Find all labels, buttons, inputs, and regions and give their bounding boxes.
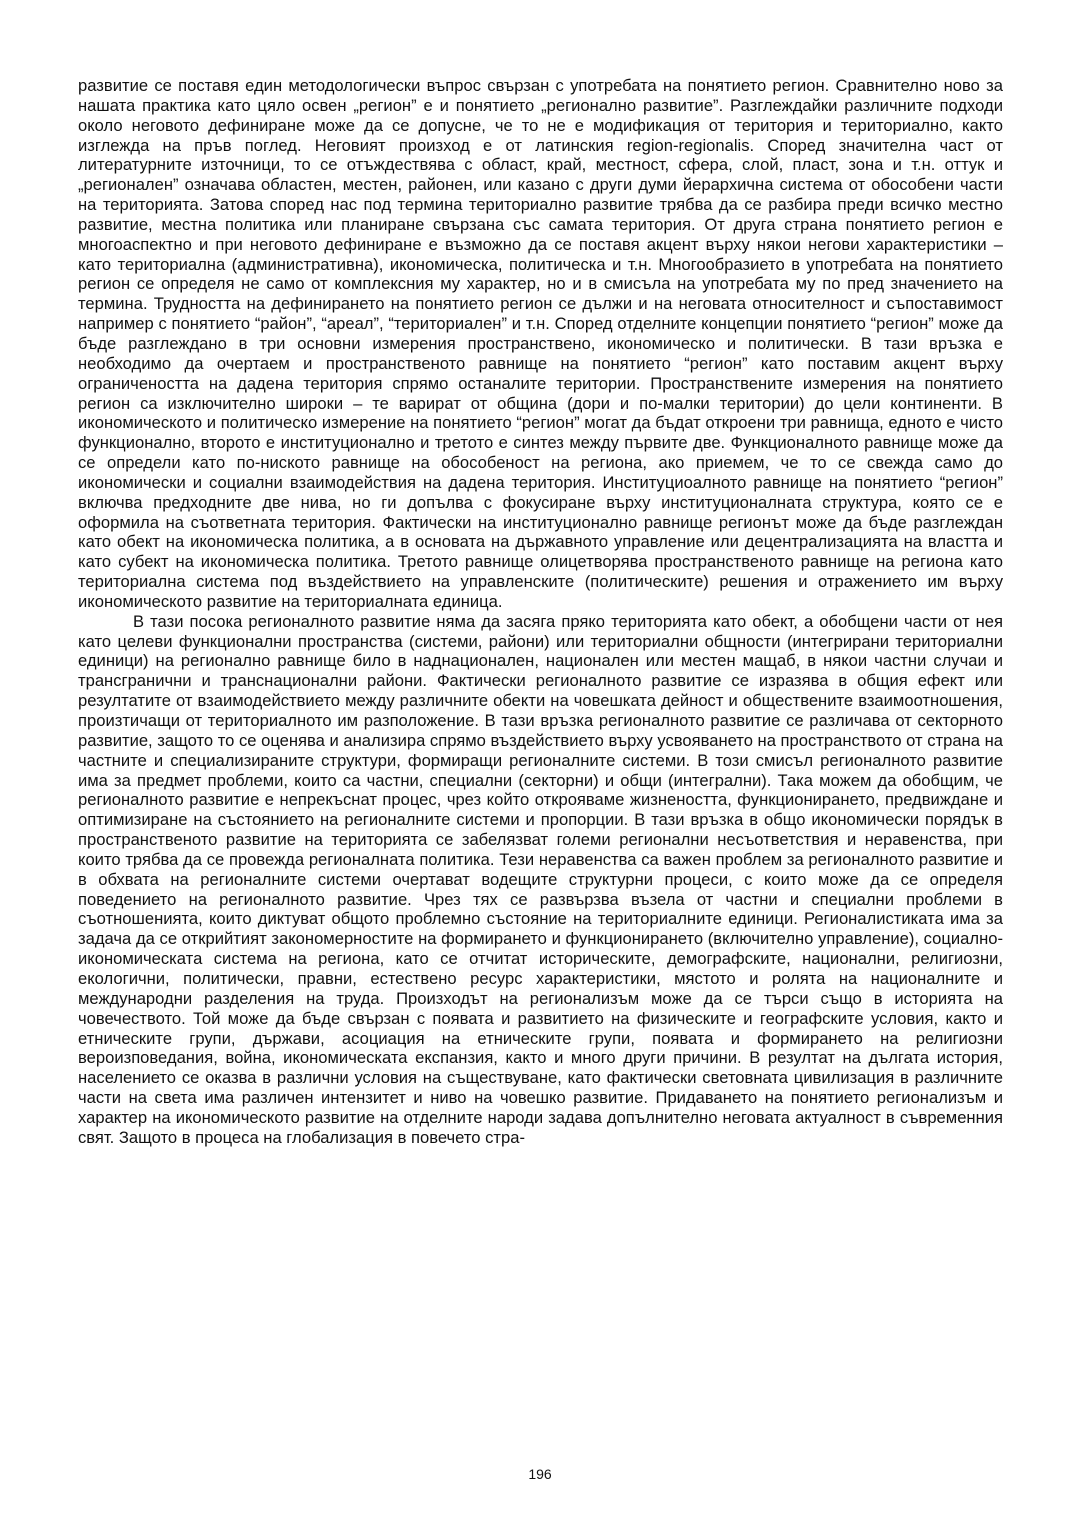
paragraph-regional-development: В тази посока регионалното развитие няма да засяга пряко територията като обект, а обобщени части от нея като целеви функционални пространства (системи, райони) или териториални общности (интегрирани териториални единици) на регионално равнище било в наднационален, национален или местен мащаб, в някои частни случаи и трансгранични и транснационални райони. Фактически регионалното развитие се изразява в общия ефект или резултатите от взаимодействието между различните обекти на човешката дейност и обществените взаимоотношения, произтичащи от териториалното им разположение. В тази връзка регионалното развитие се различава от секторното развитие, защото то се оценява и анализира спрямо въздействието върху усвояването на пространството от страна на частните и специализираните структури, формиращи регионалните системи. В този смисъл регионалното развитие има за предмет проблеми, които са частни, специални (секторни) и общи (интегрални). Така можем да обобщим, че регионалното развитие е непрекъснат процес, чрез който открояваме жизнеността, функционирането, предвиждане и оптимизиране на състоянието на регионалните системи и пропорции. В тази връзка в общо икономически порядък в пространственото развитие на територията се забелязват големи регионални несъответствия и неравенства, при които трябва да се провежда регионалната политика. Тези неравенства са важен проблем за регионалното развитие и в обхвата на регионалните системи очертават водещите структурни процеси, с които може да се определя поведението на регионалното развитие. Чрез тях се развързва възела от частни и специални проблеми в съотношенията, които диктуват общото проблемно състояние на териториалните единици. Регионалистиката има за задача да се открийтият закономерностите на формирането и функционирането (включително управление), социално-икономическата система на региона, като се отчитат историческите, демографските, национални, религиозни, екологични, политически, правни, естествено ресурс характеристики, мястото и ролята на националните и международни разделения на труда. Произходът на регионализъм може да се търси също в историята на човечеството. Той може да бъде свързан с появата и развитието на физическите и географските условия, както и етническите групи, държави, асоциация на етническите групи, появата и формирането на религиозни вероизповедания, война, икономическата експанзия, както и много други причини. В резултат на дългата история, населението се оказва в различни условия на съществуване, като фактически световната цивилизация в различните части на света има различен интензитет и ниво на човешко развитие. Придаването на понятието регионализъм и характер на икономическото развитие на отделните народи задава допълнително неговата актуалност в съвременния свят. Защото в процеса на глобализация в повечето стра- — [78, 611, 1003, 1147]
document-page — [78, 76, 1003, 1148]
page-number: 196 — [528, 1466, 552, 1482]
paragraph-regional-concept: развитие се поставя един методологически въпрос свързан с употребата на понятието регион. Сравнително ново за нашата практика като цяло освен „регион” е и понятието „регионално развитие”. Разглеждайки различните подходи около неговото дефиниране може да се допусне, че то не е модификация от територия и териториално, както изглежда на пръв поглед. Неговият произход е от латинския region-regionalis. Според значителна част от литературните източници, то се отъждествява с област, край, местност, сфера, слой, пласт, зона и т.н. оттук и „регионален” означава областен, местен, районен, или казано с други думи йерархична система от обособени части на територията. Затова според нас под термина териториално развитие трябва да се разбира преди всичко местно развитие, местна политика или планиране свързана със самата територия. От друга страна понятието регион е многоаспектно и при неговото дефиниране е възможно да се поставя акцент върху някои негови характеристики – като териториална (административна), икономическа, политическа и т.н. Многообразието в употребата на понятието регион се определя не само от комплексния му характер, но и в смисъла на употребата му по пред значението на термина. Трудността на дефинирането на понятието регион се дължи и на неговата относителност и съпоставимост например с понятието “район”, “ареал”, “териториален” и т.н. Според отделните концепции понятието “регион” може да бъде разглеждано в три основни измерения пространствено, икономическо и политически. В тази връзка е необходимо да очертаем и пространственото равнище на понятието “регион” като поставим акцент върху ограничеността на дадена територия спрямо останалите територии. Пространствените измерения на понятието регион са изключително широки – те варират от община (дори и по-малки територии) до цели континенти. В икономическото и политическо измерение на понятието “регион” могат да бъдат откроени три равнища, едното е чисто функционално, второто е институционално и третото е синтез между първите две. Функционалното равнище може да се определи като по-ниското равнище на обособеност на региона, ако приемем, че то се свежда само до икономически и социални взаимодействия на дадена територия. Институциоалното равнище на понятието “регион” включва предходните две нива, но ги допълва с фокусиране върху институционалната структура, която се е оформила на съответната територия. Фактически на институционално равнище регионът може да бъде разглеждан като обект на икономическа политика, а в основата на държавното управление или децентрализацията на властта и като субект на икономическа политика. Третото равнище олицетворява пространственото равнище на региона като териториална система под въздействието на управленските (политическите) решения и отражението им върху икономическото развитие на териториалната единица. — [78, 76, 1003, 611]
